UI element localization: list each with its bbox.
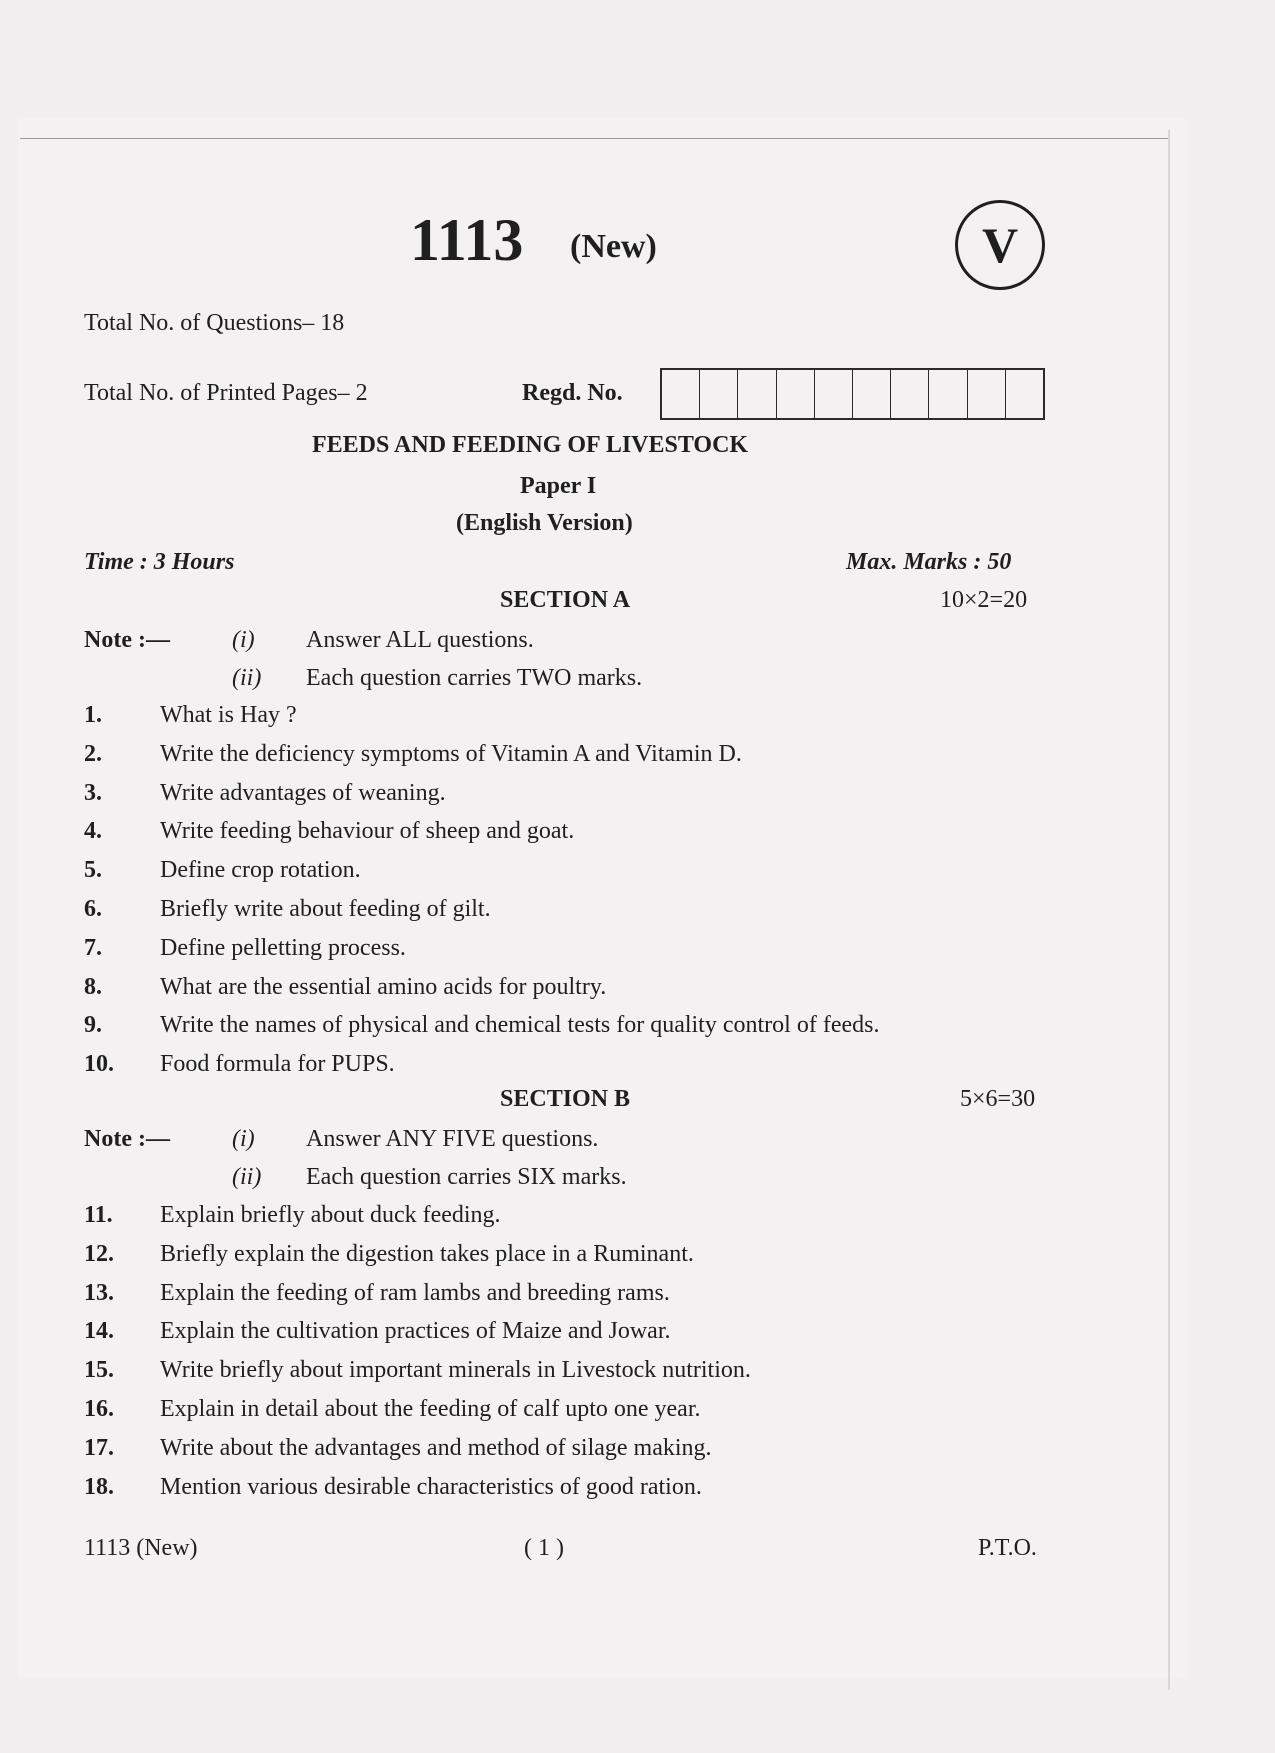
section-b-title: SECTION B: [500, 1086, 631, 1112]
question-number: 9.: [84, 1012, 102, 1039]
question-text: Briefly explain the digestion takes place in a Ruminant.: [160, 1240, 694, 1267]
question-text: Mention various desirable characteristics of good ration.: [160, 1473, 702, 1500]
question-number: 14.: [84, 1318, 114, 1345]
regd-digit-box[interactable]: [853, 370, 891, 418]
question-number: 3.: [84, 779, 102, 806]
subject-title: FEEDS AND FEEDING OF LIVESTOCK: [312, 432, 749, 458]
section-a-note-num: (i): [232, 627, 255, 653]
question-text: Write feeding behaviour of sheep and goat.: [160, 818, 575, 845]
question-number: 5.: [84, 857, 102, 884]
question-number: 13.: [84, 1279, 114, 1306]
section-a-title: SECTION A: [500, 587, 631, 613]
question-number: 11.: [84, 1202, 113, 1228]
question-number: 17.: [84, 1434, 114, 1461]
question-text: Explain the cultivation practices of Maize and Jowar.: [160, 1318, 671, 1345]
footer-code: 1113 (New): [84, 1535, 198, 1561]
section-b-note-text: Answer ANY FIVE questions.: [306, 1126, 599, 1152]
question-text: What are the essential amino acids for poultry.: [160, 973, 607, 1000]
question-text: Define pelletting process.: [160, 934, 406, 961]
question-number: 1.: [84, 702, 102, 728]
question-number: 10.: [84, 1051, 114, 1078]
question-number: 16.: [84, 1396, 114, 1422]
version-language: (English Version): [456, 510, 633, 536]
question-number: 12.: [84, 1240, 114, 1267]
regd-digit-box[interactable]: [777, 370, 815, 418]
total-pages: Total No. of Printed Pages– 2: [84, 380, 368, 406]
question-text: Define crop rotation.: [160, 857, 361, 884]
regd-digit-box[interactable]: [929, 370, 967, 418]
paper-number: Paper I: [520, 473, 597, 499]
question-text: Explain briefly about duck feeding.: [160, 1202, 501, 1228]
regd-digit-box[interactable]: [738, 370, 776, 418]
time-allowed: Time : 3 Hours: [84, 549, 235, 575]
question-number: 2.: [84, 740, 102, 767]
question-text: Write the deficiency symptoms of Vitamin A and Vitamin D.: [160, 740, 742, 767]
question-text: Write advantages of weaning.: [160, 779, 446, 806]
question-number: 4.: [84, 818, 102, 845]
regd-digit-box[interactable]: [700, 370, 738, 418]
section-a-marks: 10×2=20: [940, 587, 1028, 613]
max-marks: Max. Marks : 50: [846, 549, 1012, 575]
version-letter: V: [981, 217, 1019, 273]
section-b-marks: 5×6=30: [960, 1086, 1036, 1112]
section-b-note-num: (i): [232, 1126, 255, 1152]
section-a-note-label: Note :—: [84, 627, 170, 653]
section-a-note-text: Answer ALL questions.: [306, 627, 534, 653]
paper-tag: (New): [570, 228, 657, 265]
question-number: 6.: [84, 896, 102, 922]
question-text: Briefly write about feeding of gilt.: [160, 896, 491, 922]
pto-label: P.T.O.: [978, 1535, 1037, 1561]
total-questions: Total No. of Questions– 18: [84, 310, 345, 336]
regd-digit-box[interactable]: [815, 370, 853, 418]
question-text: Food formula for PUPS.: [160, 1051, 395, 1078]
question-text: Write about the advantages and method of silage making.: [160, 1434, 712, 1461]
regd-number-boxes[interactable]: [660, 368, 1045, 420]
version-circle: [955, 200, 1045, 290]
question-text: What is Hay ?: [160, 702, 297, 728]
regd-label: Regd. No.: [522, 380, 623, 406]
question-text: Write the names of physical and chemical tests for quality control of feeds.: [160, 1012, 880, 1039]
page-number: ( 1 ): [524, 1535, 564, 1561]
section-a-note-text: Each question carries TWO marks.: [306, 665, 643, 691]
question-number: 8.: [84, 973, 102, 1000]
question-text: Write briefly about important minerals in Livestock nutrition.: [160, 1357, 751, 1384]
regd-digit-box[interactable]: [662, 370, 700, 418]
question-text: Explain in detail about the feeding of calf upto one year.: [160, 1396, 701, 1422]
paper-code: 1113: [410, 207, 524, 273]
section-b-note-text: Each question carries SIX marks.: [306, 1164, 627, 1190]
question-text: Explain the feeding of ram lambs and breeding rams.: [160, 1279, 670, 1306]
regd-digit-box[interactable]: [1006, 370, 1043, 418]
regd-digit-box[interactable]: [968, 370, 1006, 418]
question-number: 15.: [84, 1357, 114, 1384]
section-a-note-num: (ii): [232, 665, 262, 691]
section-b-note-num: (ii): [232, 1164, 262, 1190]
regd-digit-box[interactable]: [891, 370, 929, 418]
question-number: 18.: [84, 1473, 114, 1500]
section-b-note-label: Note :—: [84, 1126, 170, 1152]
question-number: 7.: [84, 934, 102, 961]
